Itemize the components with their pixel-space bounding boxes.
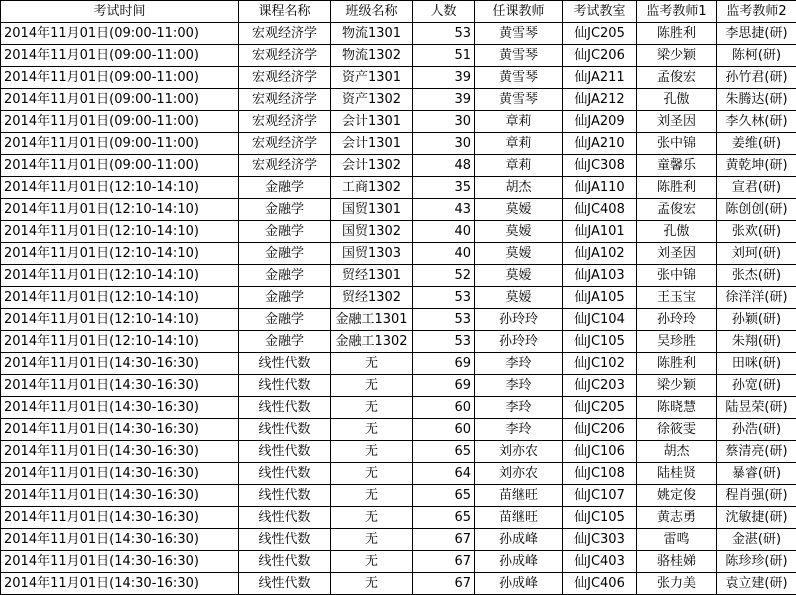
cell-exam-room: 仙JC205 <box>563 23 637 45</box>
table-body <box>1 23 796 595</box>
cell-invigilator-1: 孔傲 <box>637 89 717 111</box>
table-row <box>1 419 796 441</box>
cell-exam-time: 2014年11月01日(09:00-11:00) <box>1 45 239 67</box>
cell-invigilator-2: 李思捷(研) <box>717 23 796 45</box>
cell-invigilator-2: 金湛(研) <box>717 529 796 551</box>
cell-student-count: 69 <box>413 375 475 397</box>
cell-course-name: 宏观经济学 <box>239 133 331 155</box>
cell-invigilator-1: 雷鸣 <box>637 529 717 551</box>
cell-class-name: 资产1301 <box>331 67 413 89</box>
cell-exam-room: 仙JC108 <box>563 463 637 485</box>
cell-exam-time: 2014年11月01日(14:30-16:30) <box>1 573 239 595</box>
cell-exam-time: 2014年11月01日(09:00-11:00) <box>1 89 239 111</box>
cell-invigilator-2: 程肖强(研) <box>717 485 796 507</box>
cell-invigilator-2: 袁立建(研) <box>717 573 796 595</box>
cell-class-name: 会计1302 <box>331 155 413 177</box>
cell-student-count: 39 <box>413 89 475 111</box>
cell-exam-time: 2014年11月01日(12:10-14:10) <box>1 287 239 309</box>
cell-course-teacher: 李玲 <box>475 419 563 441</box>
cell-course-teacher: 莫嫒 <box>475 199 563 221</box>
cell-course-name: 线性代数 <box>239 573 331 595</box>
cell-invigilator-2: 孙浩(研) <box>717 419 796 441</box>
table-row <box>1 485 796 507</box>
cell-invigilator-1: 王玉宝 <box>637 287 717 309</box>
column-header-invigilator-2: 监考教师2 <box>717 1 796 23</box>
column-header-course-teacher: 任课教师 <box>475 1 563 23</box>
cell-exam-room: 仙JA209 <box>563 111 637 133</box>
table-row <box>1 573 796 595</box>
cell-course-name: 金融学 <box>239 199 331 221</box>
cell-exam-room: 仙JC102 <box>563 353 637 375</box>
cell-invigilator-2: 孙宽(研) <box>717 375 796 397</box>
cell-invigilator-2: 张杰(研) <box>717 265 796 287</box>
cell-exam-room: 仙JC408 <box>563 199 637 221</box>
cell-invigilator-1: 姚定俊 <box>637 485 717 507</box>
table-row <box>1 89 796 111</box>
cell-invigilator-1: 胡杰 <box>637 441 717 463</box>
cell-invigilator-2: 朱翔(研) <box>717 331 796 353</box>
cell-class-name: 国贸1301 <box>331 199 413 221</box>
cell-invigilator-1: 陈晓慧 <box>637 397 717 419</box>
cell-class-name: 无 <box>331 397 413 419</box>
cell-exam-time: 2014年11月01日(12:10-14:10) <box>1 243 239 265</box>
cell-invigilator-2: 朱腾达(研) <box>717 89 796 111</box>
cell-invigilator-2: 孙颖(研) <box>717 309 796 331</box>
cell-exam-time: 2014年11月01日(12:10-14:10) <box>1 309 239 331</box>
cell-invigilator-1: 刘圣因 <box>637 243 717 265</box>
cell-invigilator-2: 陈珍珍(研) <box>717 551 796 573</box>
cell-student-count: 67 <box>413 551 475 573</box>
cell-exam-time: 2014年11月01日(09:00-11:00) <box>1 23 239 45</box>
column-header-exam-time: 考试时间 <box>1 1 239 23</box>
cell-student-count: 30 <box>413 133 475 155</box>
cell-exam-time: 2014年11月01日(12:10-14:10) <box>1 331 239 353</box>
cell-course-teacher: 刘亦农 <box>475 463 563 485</box>
cell-exam-room: 仙JA102 <box>563 243 637 265</box>
cell-invigilator-2: 陆昱荣(研) <box>717 397 796 419</box>
cell-course-name: 宏观经济学 <box>239 23 331 45</box>
cell-exam-room: 仙JC104 <box>563 309 637 331</box>
cell-class-name: 资产1302 <box>331 89 413 111</box>
cell-course-teacher: 刘亦农 <box>475 441 563 463</box>
cell-course-name: 线性代数 <box>239 397 331 419</box>
cell-exam-room: 仙JC105 <box>563 507 637 529</box>
table-row <box>1 507 796 529</box>
cell-class-name: 会计1301 <box>331 133 413 155</box>
cell-invigilator-1: 陈胜利 <box>637 23 717 45</box>
table-row <box>1 375 796 397</box>
cell-invigilator-1: 张中锦 <box>637 265 717 287</box>
cell-class-name: 无 <box>331 375 413 397</box>
cell-course-teacher: 莫嫒 <box>475 265 563 287</box>
cell-invigilator-2: 陈创创(研) <box>717 199 796 221</box>
table-row <box>1 111 796 133</box>
cell-course-teacher: 莫嫒 <box>475 287 563 309</box>
cell-student-count: 53 <box>413 309 475 331</box>
cell-class-name: 无 <box>331 507 413 529</box>
cell-course-name: 线性代数 <box>239 551 331 573</box>
cell-invigilator-2: 陈柯(研) <box>717 45 796 67</box>
cell-invigilator-1: 孟俊宏 <box>637 67 717 89</box>
cell-exam-time: 2014年11月01日(14:30-16:30) <box>1 485 239 507</box>
cell-course-teacher: 莫嫒 <box>475 243 563 265</box>
cell-exam-time: 2014年11月01日(14:30-16:30) <box>1 353 239 375</box>
cell-exam-time: 2014年11月01日(12:10-14:10) <box>1 199 239 221</box>
cell-student-count: 35 <box>413 177 475 199</box>
cell-student-count: 60 <box>413 397 475 419</box>
cell-invigilator-1: 张中锦 <box>637 133 717 155</box>
cell-exam-time: 2014年11月01日(09:00-11:00) <box>1 67 239 89</box>
cell-invigilator-2: 徐洋洋(研) <box>717 287 796 309</box>
cell-invigilator-1: 孙玲玲 <box>637 309 717 331</box>
cell-course-name: 线性代数 <box>239 441 331 463</box>
cell-exam-room: 仙JC406 <box>563 573 637 595</box>
cell-invigilator-1: 孟俊宏 <box>637 199 717 221</box>
cell-class-name: 无 <box>331 463 413 485</box>
cell-class-name: 贸经1302 <box>331 287 413 309</box>
cell-class-name: 贸经1301 <box>331 265 413 287</box>
cell-course-name: 线性代数 <box>239 375 331 397</box>
cell-exam-room: 仙JA210 <box>563 133 637 155</box>
cell-student-count: 53 <box>413 331 475 353</box>
table-row <box>1 287 796 309</box>
cell-invigilator-1: 张力美 <box>637 573 717 595</box>
cell-course-teacher: 胡杰 <box>475 177 563 199</box>
cell-course-teacher: 孙玲玲 <box>475 309 563 331</box>
table-row <box>1 221 796 243</box>
cell-course-name: 金融学 <box>239 243 331 265</box>
cell-exam-room: 仙JA101 <box>563 221 637 243</box>
cell-course-name: 宏观经济学 <box>239 45 331 67</box>
cell-invigilator-1: 梁少颖 <box>637 45 717 67</box>
cell-course-name: 线性代数 <box>239 529 331 551</box>
cell-invigilator-1: 刘圣因 <box>637 111 717 133</box>
cell-student-count: 67 <box>413 573 475 595</box>
cell-course-teacher: 苗继旺 <box>475 507 563 529</box>
cell-course-name: 金融学 <box>239 309 331 331</box>
cell-student-count: 52 <box>413 265 475 287</box>
cell-course-name: 线性代数 <box>239 419 331 441</box>
cell-exam-room: 仙JC206 <box>563 419 637 441</box>
cell-invigilator-2: 田咪(研) <box>717 353 796 375</box>
cell-exam-time: 2014年11月01日(12:10-14:10) <box>1 265 239 287</box>
cell-class-name: 无 <box>331 419 413 441</box>
cell-course-teacher: 孙玲玲 <box>475 331 563 353</box>
cell-exam-room: 仙JA211 <box>563 67 637 89</box>
cell-exam-time: 2014年11月01日(14:30-16:30) <box>1 463 239 485</box>
cell-invigilator-1: 陈胜利 <box>637 177 717 199</box>
cell-class-name: 物流1302 <box>331 45 413 67</box>
table-row <box>1 45 796 67</box>
cell-course-teacher: 黄雪琴 <box>475 89 563 111</box>
cell-invigilator-2: 张欢(研) <box>717 221 796 243</box>
cell-exam-time: 2014年11月01日(12:10-14:10) <box>1 177 239 199</box>
cell-course-teacher: 莫嫒 <box>475 221 563 243</box>
cell-exam-room: 仙JC303 <box>563 529 637 551</box>
table-row <box>1 353 796 375</box>
cell-course-teacher: 黄雪琴 <box>475 45 563 67</box>
cell-invigilator-2: 沈敏捷(研) <box>717 507 796 529</box>
table-row <box>1 551 796 573</box>
cell-exam-time: 2014年11月01日(14:30-16:30) <box>1 419 239 441</box>
cell-course-teacher: 章莉 <box>475 111 563 133</box>
table-row <box>1 199 796 221</box>
table-row <box>1 177 796 199</box>
cell-exam-room: 仙JA103 <box>563 265 637 287</box>
column-header-class-name: 班级名称 <box>331 1 413 23</box>
cell-invigilator-1: 徐筱雯 <box>637 419 717 441</box>
cell-invigilator-1: 吴珍胜 <box>637 331 717 353</box>
cell-class-name: 金融工1301 <box>331 309 413 331</box>
table-row <box>1 441 796 463</box>
cell-exam-room: 仙JA212 <box>563 89 637 111</box>
cell-invigilator-2: 刘珂(研) <box>717 243 796 265</box>
cell-exam-room: 仙JC403 <box>563 551 637 573</box>
cell-exam-time: 2014年11月01日(09:00-11:00) <box>1 155 239 177</box>
cell-student-count: 43 <box>413 199 475 221</box>
cell-student-count: 30 <box>413 111 475 133</box>
cell-exam-time: 2014年11月01日(14:30-16:30) <box>1 397 239 419</box>
cell-invigilator-2: 孙竹君(研) <box>717 67 796 89</box>
cell-invigilator-1: 黄志勇 <box>637 507 717 529</box>
cell-class-name: 无 <box>331 573 413 595</box>
cell-class-name: 金融工1302 <box>331 331 413 353</box>
cell-course-name: 线性代数 <box>239 463 331 485</box>
cell-student-count: 65 <box>413 485 475 507</box>
cell-exam-time: 2014年11月01日(14:30-16:30) <box>1 441 239 463</box>
table-row <box>1 397 796 419</box>
cell-student-count: 67 <box>413 529 475 551</box>
cell-class-name: 国贸1303 <box>331 243 413 265</box>
cell-student-count: 48 <box>413 155 475 177</box>
cell-course-name: 金融学 <box>239 331 331 353</box>
table-row <box>1 23 796 45</box>
cell-invigilator-1: 梁少颖 <box>637 375 717 397</box>
cell-course-name: 金融学 <box>239 265 331 287</box>
column-header-course-name: 课程名称 <box>239 1 331 23</box>
cell-student-count: 51 <box>413 45 475 67</box>
column-header-student-count: 人数 <box>413 1 475 23</box>
cell-exam-time: 2014年11月01日(14:30-16:30) <box>1 551 239 573</box>
cell-invigilator-2: 宣君(研) <box>717 177 796 199</box>
cell-exam-room: 仙JC105 <box>563 331 637 353</box>
cell-exam-time: 2014年11月01日(14:30-16:30) <box>1 375 239 397</box>
table-row <box>1 133 796 155</box>
cell-course-name: 线性代数 <box>239 353 331 375</box>
cell-student-count: 40 <box>413 221 475 243</box>
cell-student-count: 53 <box>413 23 475 45</box>
cell-exam-room: 仙JC206 <box>563 45 637 67</box>
cell-class-name: 无 <box>331 529 413 551</box>
table-row <box>1 155 796 177</box>
cell-course-teacher: 李玲 <box>475 353 563 375</box>
cell-course-teacher: 黄雪琴 <box>475 67 563 89</box>
cell-course-name: 线性代数 <box>239 485 331 507</box>
cell-course-name: 宏观经济学 <box>239 155 331 177</box>
table-row <box>1 529 796 551</box>
cell-exam-time: 2014年11月01日(14:30-16:30) <box>1 507 239 529</box>
cell-course-name: 宏观经济学 <box>239 89 331 111</box>
table-row <box>1 243 796 265</box>
cell-student-count: 65 <box>413 441 475 463</box>
cell-class-name: 无 <box>331 441 413 463</box>
cell-class-name: 无 <box>331 551 413 573</box>
cell-student-count: 69 <box>413 353 475 375</box>
table-row <box>1 309 796 331</box>
cell-exam-room: 仙JC203 <box>563 375 637 397</box>
cell-course-teacher: 孙成峰 <box>475 551 563 573</box>
cell-invigilator-1: 孔傲 <box>637 221 717 243</box>
table-header-row <box>1 1 796 23</box>
cell-exam-time: 2014年11月01日(09:00-11:00) <box>1 111 239 133</box>
cell-invigilator-2: 蔡清亮(研) <box>717 441 796 463</box>
cell-course-name: 金融学 <box>239 177 331 199</box>
table-row <box>1 463 796 485</box>
cell-class-name: 国贸1302 <box>331 221 413 243</box>
cell-invigilator-1: 陈胜利 <box>637 353 717 375</box>
column-header-exam-room: 考试教室 <box>563 1 637 23</box>
cell-class-name: 无 <box>331 485 413 507</box>
cell-exam-room: 仙JA110 <box>563 177 637 199</box>
cell-course-name: 宏观经济学 <box>239 67 331 89</box>
cell-invigilator-2: 李久林(研) <box>717 111 796 133</box>
table-row <box>1 331 796 353</box>
cell-student-count: 60 <box>413 419 475 441</box>
cell-course-teacher: 苗继旺 <box>475 485 563 507</box>
table-row <box>1 67 796 89</box>
cell-course-teacher: 孙成峰 <box>475 529 563 551</box>
cell-invigilator-2: 黄乾坤(研) <box>717 155 796 177</box>
cell-class-name: 会计1301 <box>331 111 413 133</box>
cell-course-teacher: 黄雪琴 <box>475 23 563 45</box>
cell-course-name: 金融学 <box>239 221 331 243</box>
cell-exam-room: 仙JC205 <box>563 397 637 419</box>
cell-course-teacher: 李玲 <box>475 375 563 397</box>
cell-class-name: 物流1301 <box>331 23 413 45</box>
cell-exam-time: 2014年11月01日(14:30-16:30) <box>1 529 239 551</box>
cell-course-name: 线性代数 <box>239 507 331 529</box>
cell-invigilator-1: 陆桂贤 <box>637 463 717 485</box>
cell-course-name: 宏观经济学 <box>239 111 331 133</box>
cell-exam-room: 仙JC308 <box>563 155 637 177</box>
cell-exam-room: 仙JC106 <box>563 441 637 463</box>
column-header-invigilator-1: 监考教师1 <box>637 1 717 23</box>
cell-course-teacher: 李玲 <box>475 397 563 419</box>
cell-exam-time: 2014年11月01日(09:00-11:00) <box>1 133 239 155</box>
cell-course-teacher: 章莉 <box>475 133 563 155</box>
cell-exam-room: 仙JC107 <box>563 485 637 507</box>
cell-class-name: 无 <box>331 353 413 375</box>
cell-course-teacher: 章莉 <box>475 155 563 177</box>
cell-student-count: 64 <box>413 463 475 485</box>
cell-course-name: 金融学 <box>239 287 331 309</box>
cell-exam-time: 2014年11月01日(12:10-14:10) <box>1 221 239 243</box>
cell-exam-room: 仙JA105 <box>563 287 637 309</box>
cell-invigilator-1: 童馨乐 <box>637 155 717 177</box>
cell-student-count: 40 <box>413 243 475 265</box>
cell-student-count: 53 <box>413 287 475 309</box>
cell-invigilator-2: 暴睿(研) <box>717 463 796 485</box>
table-row <box>1 265 796 287</box>
cell-invigilator-1: 骆桂娣 <box>637 551 717 573</box>
cell-class-name: 工商1302 <box>331 177 413 199</box>
cell-student-count: 39 <box>413 67 475 89</box>
cell-invigilator-2: 姜维(研) <box>717 133 796 155</box>
cell-student-count: 65 <box>413 507 475 529</box>
cell-course-teacher: 孙成峰 <box>475 573 563 595</box>
